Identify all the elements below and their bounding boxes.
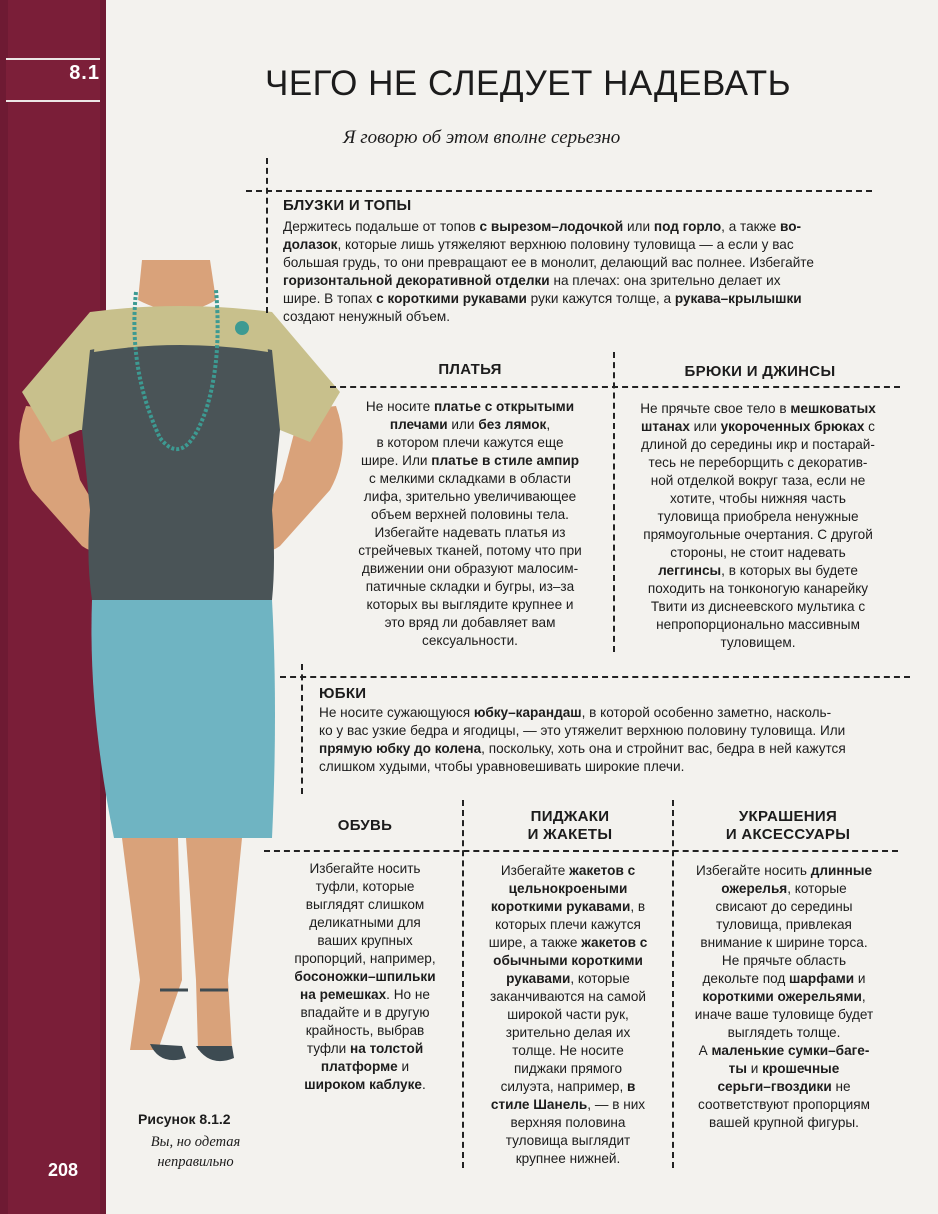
dresses-heading: ПЛАТЬЯ bbox=[438, 361, 502, 378]
text-line: выглядеть толще. bbox=[727, 1025, 841, 1040]
figure-caption-text: Вы, но одетая неправильно bbox=[150, 1134, 241, 1170]
text-line: туфли, которые bbox=[315, 879, 415, 894]
text-line: стороны, не стоит надевать bbox=[670, 545, 846, 560]
text-line: ко у вас узкие бедра и ягодицы, — это утяжелит верхнюю половину туловища. Или bbox=[319, 723, 846, 738]
divider-skirts-left bbox=[301, 664, 303, 794]
text-line: стиле Шанель, — в них bbox=[490, 1097, 646, 1112]
text-line: пропорций, например, bbox=[294, 951, 436, 966]
text-line: босоножки–шпильки bbox=[294, 969, 436, 984]
text-line: короткими ожерельями, bbox=[702, 989, 866, 1004]
accessories-heading-line-2: И АКСЕССУАРЫ bbox=[725, 826, 851, 843]
text-line: иначе ваше туловище будет bbox=[694, 1007, 874, 1022]
shoes-heading: ОБУВЬ bbox=[337, 817, 393, 834]
skirts-text bbox=[319, 704, 909, 776]
text-line: заканчиваются на самой bbox=[489, 989, 647, 1004]
text-line: долазок, которые лишь утяжеляют верхнюю половину туловища — а если у вас bbox=[283, 237, 794, 252]
text-line: Не носите сужающуюся юбку–карандаш, в которой особенно заметно, насколь- bbox=[319, 705, 832, 720]
section-number: 8.1 bbox=[69, 62, 100, 84]
jackets-text bbox=[468, 862, 668, 1168]
trousers-heading: БРЮКИ И ДЖИНСЫ bbox=[684, 363, 836, 380]
text-line: выглядят слишком bbox=[305, 897, 425, 912]
text-line: горизонтальной декоративной отделки на плечах: она зрительно делает их bbox=[283, 273, 781, 288]
text-line: тесь не переборщить с декоратив- bbox=[648, 455, 868, 470]
text-line: большая грудь, то они превращают ее в монолит, делающий вас полнее. Избегайте bbox=[283, 255, 814, 270]
dresses-text bbox=[335, 398, 605, 650]
page-subtitle: Я говорю об этом вполне серьезно bbox=[343, 127, 621, 148]
text-line: серьги–гвоздики не bbox=[717, 1079, 851, 1094]
text-line: платформе и bbox=[320, 1059, 410, 1074]
right-shoe-shape bbox=[196, 1046, 234, 1061]
text-line: ной отделкой вокруг таза, если не bbox=[650, 473, 866, 488]
right-leg-shape bbox=[186, 838, 242, 1050]
dress-body-shape bbox=[82, 340, 280, 600]
accessories-text bbox=[678, 862, 890, 1132]
text-line: штанах или укороченных брюках с bbox=[641, 419, 875, 434]
text-line: с мелкими складками в области bbox=[369, 471, 571, 486]
text-line: походить на тонконогую канарейку bbox=[647, 581, 869, 596]
text-line: ваших крупных bbox=[317, 933, 413, 948]
text-line: крайность, выбрав bbox=[305, 1023, 425, 1038]
text-line: Не прячьте область bbox=[721, 953, 847, 968]
text-line: зрительно делая их bbox=[505, 1025, 631, 1040]
divider-dresses-top bbox=[330, 386, 900, 388]
text-line: соответствуют пропорциям bbox=[698, 1097, 870, 1112]
divider-dresses-trousers bbox=[613, 352, 615, 652]
text-line: широкой части рук, bbox=[507, 1007, 629, 1022]
text-line: Твити из диснеевского мультика с bbox=[650, 599, 866, 614]
blouses-heading: БЛУЗКИ И ТОПЫ bbox=[283, 197, 412, 214]
text-line: Избегайте носить длинные bbox=[695, 863, 873, 878]
text-line: Избегайте надевать платья из bbox=[374, 525, 566, 540]
text-line: ты и крошечные bbox=[728, 1061, 840, 1076]
shoes-text bbox=[270, 860, 460, 1094]
text-line: туловища, привлекая bbox=[716, 917, 852, 932]
text-line: туловища выглядит bbox=[505, 1133, 631, 1148]
text-line: Не прячьте свое тело в мешковатых bbox=[640, 401, 876, 416]
jackets-heading-line-1: ПИДЖАКИ bbox=[530, 808, 610, 825]
text-line: обычными короткими bbox=[493, 953, 643, 968]
text-line: верхняя половина bbox=[510, 1115, 626, 1130]
text-line: свисают до середины bbox=[715, 899, 853, 914]
text-line: создают ненужный объем. bbox=[283, 309, 451, 324]
text-line: объем верхней половины тела. bbox=[371, 507, 569, 522]
left-leg-shape bbox=[122, 838, 182, 1050]
text-line: вашей крупной фигуры. bbox=[709, 1115, 859, 1130]
text-line: движении они образуют малосим- bbox=[361, 561, 579, 576]
divider-skirts-top bbox=[280, 676, 910, 678]
left-shoe-shape bbox=[150, 1044, 186, 1060]
text-line: в котором плечи кажутся еще bbox=[376, 435, 564, 450]
accessories-heading bbox=[688, 808, 888, 844]
text-line: ожерелья, которые bbox=[721, 881, 847, 896]
text-line: рукавами, которые bbox=[506, 971, 630, 986]
text-line: Избегайте носить bbox=[309, 861, 421, 876]
text-line: длиной до середины икр и постарай- bbox=[641, 437, 875, 452]
blouses-text bbox=[283, 218, 873, 326]
accessories-heading-line-1: УКРАШЕНИЯ bbox=[738, 808, 838, 825]
text-line: широком каблуке. bbox=[304, 1077, 426, 1092]
text-line: непропорционально массивным bbox=[656, 617, 860, 632]
neck-shape bbox=[138, 260, 216, 311]
text-line: силуэта, например, в bbox=[500, 1079, 636, 1094]
text-line: цельнокроеными bbox=[508, 881, 628, 896]
figure-caption-label: Рисунок 8.1.2 bbox=[138, 1111, 231, 1127]
divider-shoes-jackets bbox=[462, 800, 464, 1168]
text-line: слишком худыми, чтобы уравновешивать широкие плечи. bbox=[319, 759, 685, 774]
divider-jackets-accessories bbox=[672, 800, 674, 1168]
text-line: лифа, зрительно увеличивающее bbox=[363, 489, 577, 504]
text-line: шире, а также жакетов с bbox=[488, 935, 648, 950]
text-line: декольте под шарфами и bbox=[702, 971, 866, 986]
text-line: прямую юбку до колена, поскольку, хоть она и стройнит вас, бедра в ней кажутся bbox=[319, 741, 846, 756]
text-line: Не носите платье с открытыми bbox=[365, 399, 575, 414]
page-title: ЧЕГО НЕ СЛЕДУЕТ НАДЕВАТЬ bbox=[265, 64, 792, 103]
text-line: это вряд ли добавляет вам bbox=[384, 615, 556, 630]
text-line: леггинсы, в которых вы будете bbox=[658, 563, 858, 578]
text-line: А маленькие сумки–баге- bbox=[698, 1043, 870, 1058]
text-line: шире. Или платье в стиле ампир bbox=[361, 453, 579, 468]
divider-blouses-top bbox=[246, 190, 872, 192]
text-line: сексуальности. bbox=[422, 633, 518, 648]
pencil-skirt-shape bbox=[91, 600, 275, 838]
text-line: шире. В топах с короткими рукавами руки кажутся толще, а рукава–крылышки bbox=[283, 291, 802, 306]
jackets-heading bbox=[480, 808, 660, 844]
text-line: туловища приобрела ненужные bbox=[657, 509, 859, 524]
text-line: Держитесь подальше от топов с вырезом–лодочкой или под горло, а также во- bbox=[283, 219, 802, 234]
page-number: 208 bbox=[48, 1160, 79, 1180]
text-line: туловищем. bbox=[720, 635, 796, 650]
text-line: которых плечи кажутся bbox=[495, 917, 641, 932]
text-line: туфли на толстой bbox=[306, 1041, 424, 1056]
trousers-text bbox=[618, 400, 898, 652]
text-line: деликатными для bbox=[309, 915, 421, 930]
text-line: пиджаки прямого bbox=[513, 1061, 623, 1076]
text-line: короткими рукавами, в bbox=[490, 899, 646, 914]
jackets-heading-line-2: И ЖАКЕТЫ bbox=[527, 826, 613, 843]
brooch-shape bbox=[235, 321, 249, 335]
text-line: прямоугольные очертания. С другой bbox=[643, 527, 873, 542]
text-line: которых вы выглядите крупнее и bbox=[366, 597, 574, 612]
text-line: стрейчевых тканей, потому что при bbox=[358, 543, 582, 558]
skirts-heading: ЮБКИ bbox=[319, 685, 367, 702]
text-line: на ремешках. Но не bbox=[300, 987, 430, 1002]
text-line: крупнее нижней. bbox=[515, 1151, 621, 1166]
divider-blouses-left bbox=[266, 158, 268, 313]
divider-bottom-row bbox=[264, 850, 898, 852]
text-line: толще. Не носите bbox=[512, 1043, 624, 1058]
text-line: хотите, чтобы нижняя часть bbox=[670, 491, 846, 506]
text-line: плечами или без лямок, bbox=[389, 417, 551, 432]
text-line: Избегайте жакетов с bbox=[500, 863, 636, 878]
text-line: внимание к ширине торса. bbox=[700, 935, 868, 950]
text-line: патичные складки и бугры, из–за bbox=[365, 579, 575, 594]
text-line: впадайте и в другую bbox=[300, 1005, 430, 1020]
